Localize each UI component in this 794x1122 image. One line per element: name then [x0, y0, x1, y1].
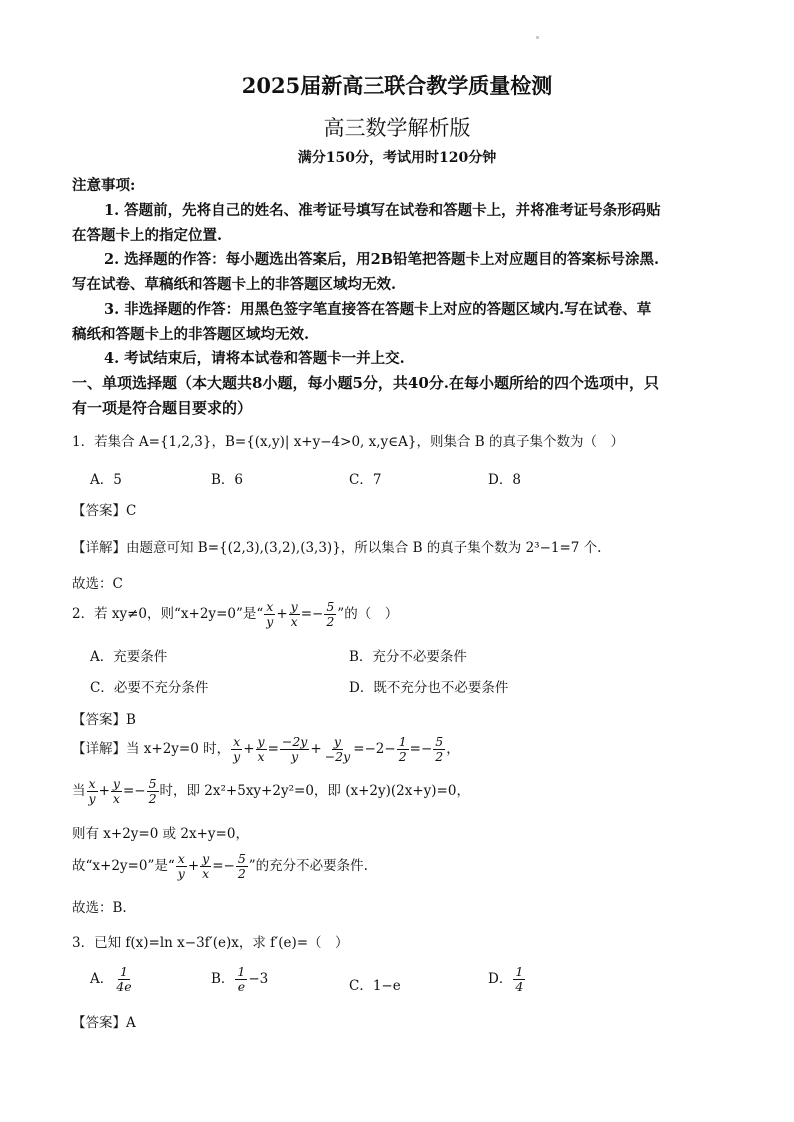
q2-stem: 2．若 xy≠0，则“x+2y=0”是“ $\frac{x}{y}$ + $\frac{y}{x}$ =− $\frac{5}{2}$ ”的（ ） — [72, 599, 399, 629]
fraction: $\frac{-2y}{y}$ — [281, 734, 308, 764]
fraction: $\frac{y}{x}$ — [257, 734, 265, 764]
notice-item-4: 4. 考试结束后，请将本试卷和答题卡一并上交. — [104, 350, 405, 367]
q2-option-d: D．既不充分也不必要条件 — [349, 680, 509, 696]
notice-heading: 注意事项: — [72, 177, 136, 194]
exam-subtitle: 高三数学解析版 — [323, 116, 471, 140]
notice-item-2b: 写在试卷、草稿纸和答题卡上的非答题区域均无效. — [72, 276, 397, 293]
fraction: $\frac{1}{4e}$ — [116, 964, 132, 994]
q3-stem: 3．已知 f(x)=ln x−3f′(e)x，求 f′(e)=（ ） — [72, 935, 349, 951]
q1-detail: 【详解】由题意可知 B={(2,3),(3,2),(3,3)}，所以集合 B 的真子集个数为 2³−1=7 个. — [72, 540, 602, 556]
fraction: $\frac{5}{2}$ — [237, 851, 246, 881]
fraction: $\frac{5}{2}$ — [148, 776, 157, 806]
q3-answer: 【答案】A — [72, 1015, 136, 1031]
fraction: $\frac{x}{y}$ — [233, 734, 241, 764]
q2-detail-1: 【详解】当 x+2y=0 时， $\frac{x}{y}$ + $\frac{y}{x}$ = $\frac{-2y}{y}$ + $\frac{y}{-2y}$ =−2− $\frac{1}{2}$ =− $\frac{5}{2}$ ， — [72, 734, 460, 764]
notice-item-3a: 3. 非选择题的作答：用黑色签字笔直接答在答题卡上对应的答题区域内.写在试卷、草 — [104, 301, 652, 318]
fraction: $\frac{5}{2}$ — [326, 599, 335, 629]
fraction: $\frac{x}{y}$ — [177, 851, 185, 881]
scan-mark — [536, 36, 539, 39]
q1-option-c: C．7 — [349, 472, 382, 488]
q2-option-a: A．充要条件 — [90, 649, 168, 665]
q1-option-d: D．8 — [488, 472, 521, 488]
fraction: $\frac{5}{2}$ — [435, 734, 444, 764]
q2-option-b: B．充分不必要条件 — [349, 649, 467, 665]
exam-info: 满分150分，考试用时120分钟 — [297, 150, 497, 166]
fraction: $\frac{y}{x}$ — [202, 851, 210, 881]
notice-item-3b: 稿纸和答题卡上的非答题区域均无效. — [72, 326, 310, 343]
q3-option-c: C．1−e — [349, 978, 401, 994]
fraction: $\frac{x}{y}$ — [88, 776, 96, 806]
q2-stem-a: 2．若 xy≠0，则“x+2y=0”是“ — [72, 606, 264, 622]
fraction: $\frac{y}{x}$ — [112, 776, 120, 806]
q2-detail-3: 则有 x+2y=0 或 2x+y=0， — [72, 826, 249, 842]
q1-answer: 【答案】C — [72, 503, 137, 519]
q2-detail-4: 故“x+2y=0”是“ $\frac{x}{y}$ + $\frac{y}{x}$ =− $\frac{5}{2}$ ”的充分不必要条件. — [72, 851, 368, 881]
q2-option-c: C．必要不充分条件 — [90, 680, 209, 696]
fraction: $\frac{1}{4}$ — [515, 964, 524, 994]
q3-option-b: B． $\frac{1}{e}$ −3 — [211, 964, 269, 994]
section-heading-2: 有一项是符合题目要求的） — [72, 399, 253, 417]
q1-option-b: B．6 — [211, 472, 244, 488]
fraction: $\frac{x}{y}$ — [266, 599, 274, 629]
q1-stem: 1．若集合 A={1,2,3}，B={(x,y)| x+y−4>0, x,y∈A}，则集合 B 的真子集个数为（ ） — [72, 434, 624, 450]
exam-title: 2025届新高三联合教学质量检测 — [241, 73, 553, 98]
q2-stem-b: ”的（ ） — [337, 606, 399, 622]
notice-item-2a: 2. 选择题的作答：每小题选出答案后，用2B铅笔把答题卡上对应题目的答案标号涂黑. — [104, 251, 660, 268]
q2-answer: 【答案】B — [72, 712, 136, 728]
q3-option-d: D． $\frac{1}{4}$ — [488, 964, 524, 994]
fraction: $\frac{y}{x}$ — [290, 599, 298, 629]
notice-item-1a: 1. 答题前，先将自己的姓名、准考证号填写在试卷和答题卡上，并将准考证号条形码贴 — [104, 202, 661, 219]
fraction: $\frac{1}{e}$ — [237, 964, 246, 994]
q2-choice: 故选：B. — [72, 900, 127, 916]
fraction: $\frac{1}{2}$ — [398, 734, 407, 764]
fraction: $\frac{y}{-2y}$ — [324, 734, 351, 764]
section-heading-1: 一、单项选择题（本大题共8小题，每小题5分，共40分.在每小题所给的四个选项中，只 — [72, 374, 659, 392]
q3-option-a: A． $\frac{1}{4e}$ — [90, 964, 132, 994]
q1-choice: 故选：C — [72, 576, 123, 592]
q2-detail-2: 当 $\frac{x}{y}$ + $\frac{y}{x}$ =− $\frac{5}{2}$ 时，即 2x²+5xy+2y²=0，即 (x+2y)(2x+y)=0， — [72, 776, 470, 806]
q1-option-a: A．5 — [90, 472, 122, 488]
notice-item-1b: 在答题卡上的指定位置. — [72, 227, 223, 244]
